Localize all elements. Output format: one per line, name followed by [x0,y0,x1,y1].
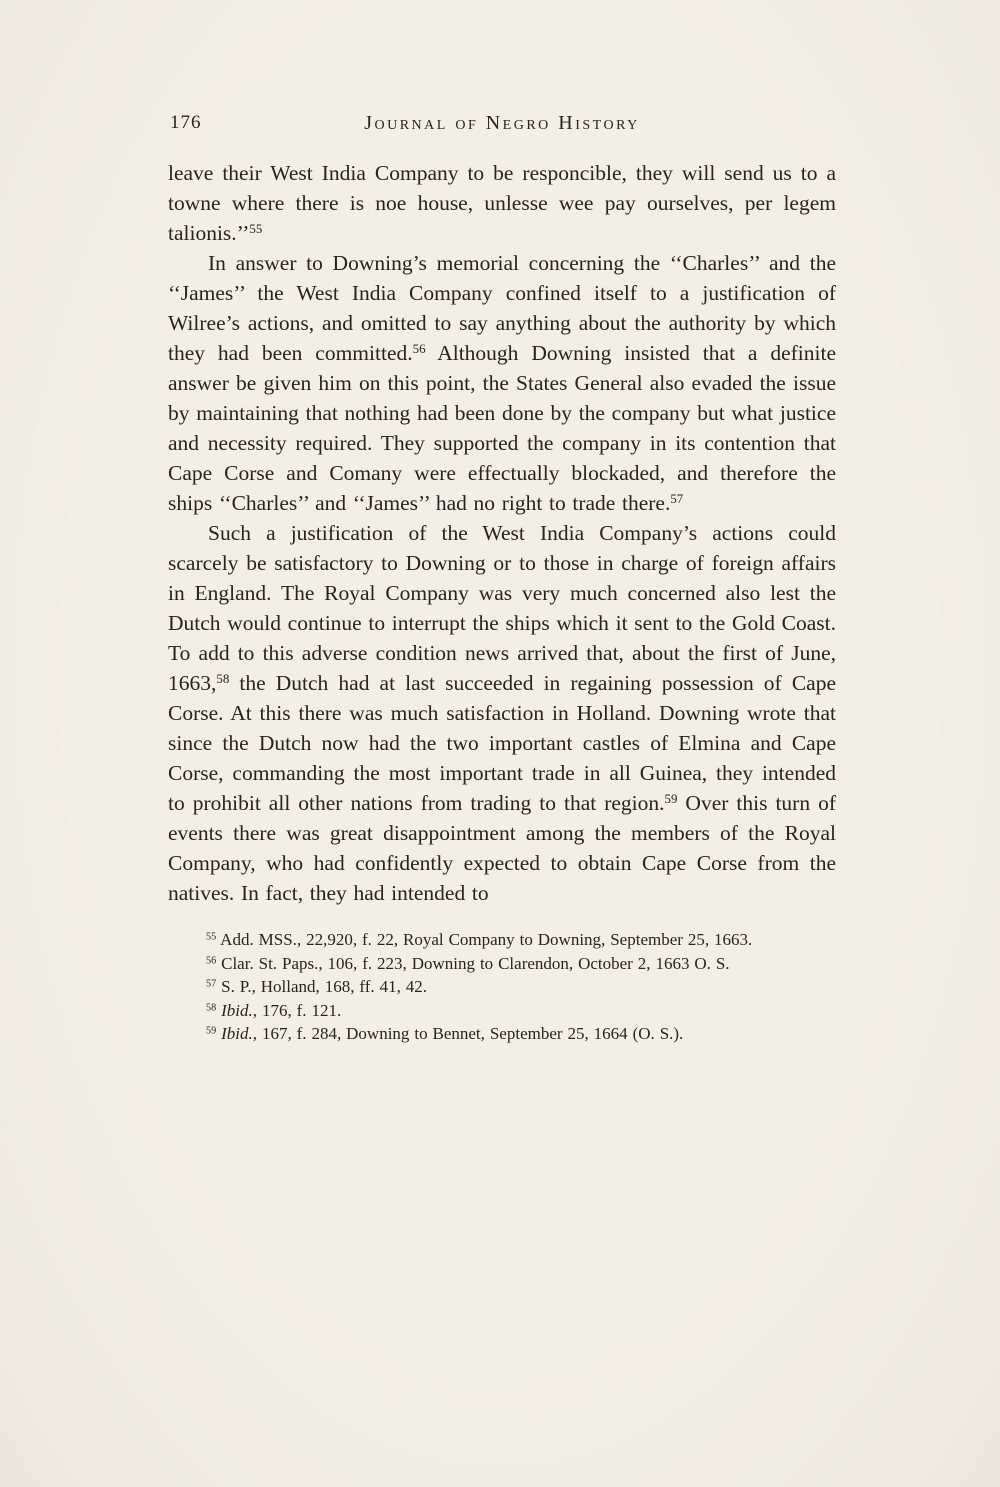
footnote-ref: 57 [670,491,684,506]
footnote [168,952,836,976]
text-run: leave their West India Company to be responcible, they will send us to a towne where there is noe house, unlesse wee pay ourselves, per legem talionis.’’ [168,161,836,245]
page-number: 176 [170,112,202,133]
paragraph [168,158,836,248]
page-header [168,112,836,138]
italic-text-run: Ibid. [221,1024,253,1043]
body-text [168,158,836,908]
text-run: Over this turn of events there was great disappointment among the members of the Royal Company, who had confidently expected to obtain Cape Corse from the natives. In fact, they had intended to [168,791,837,905]
footnote-ref: 58 [206,1001,217,1013]
footnote-ref: 55 [206,931,217,943]
text-run: In answer to Downing’s memorial concerning the ‘‘Charles’’ and the ‘‘James’’ the West India Company confined itself to a justification of Wilree’s actions, and omitted to say anything about the authority by which they had been committed. [168,251,836,365]
text-run: , 176, f. 121. [252,1000,342,1020]
footnote-ref: 55 [249,221,263,236]
footnote-ref: 57 [206,978,217,990]
footnote-ref: 56 [206,954,217,966]
text-run: Such a justification of the West India Company’s actions could scarcely be satisfactory to Downing or to those in charge of foreign affairs in England. The Royal Company was very much concerned also lest the Dutch would continue to interrupt the ships which it sent to the Gold Coast. To add to this adverse condition news arrived that, about the first of June, 1663, [168,521,836,695]
footnote [168,1022,836,1046]
paragraph [168,248,836,518]
paragraph [168,518,836,908]
footnote-ref: 56 [412,341,426,356]
text-run: , 167, f. 284, Downing to Bennet, September 25, 1664 (O. S.). [252,1024,684,1043]
text-run: the Dutch had at last succeeded in regaining possession of Cape Corse. At this there was much satisfaction in Holland. Downing wrote that since the Dutch now had the two important castles of Elmina and Cape Corse, commanding the most important trade in all Guinea, they intended to prohibit all other nations from trading to that region. [168,671,836,815]
running-title: Journal of Negro History [364,112,640,134]
footnote-ref: 58 [216,671,230,686]
footnote [168,975,836,999]
footnote [168,999,836,1023]
footnotes [168,928,836,1046]
text-run: S. P., Holland, 168, ff. 41, 42. [216,977,428,996]
text-block [168,112,836,1046]
footnote-ref: 59 [664,791,678,806]
text-run: Add. MSS., 22,920, f. 22, Royal Company to Downing, September 25, 1663. [216,930,753,949]
footnote [168,928,836,952]
text-run: Although Downing insisted that a definite answer be given him on this point, the States General also evaded the issue by maintaining that nothing had been done by the company but what justice and necessity required. They supported the company in its contention that Cape Corse and Comany were effectually blockaded, and therefore the ships ‘‘Charles’’ and ‘‘James’’ had no right to trade there. [168,341,837,515]
footnote-ref: 59 [206,1025,217,1037]
italic-text-run: Ibid. [221,1000,253,1020]
text-run: Clar. St. Paps., 106, f. 223, Downing to Clarendon, October 2, 1663 O. S. [216,953,730,973]
